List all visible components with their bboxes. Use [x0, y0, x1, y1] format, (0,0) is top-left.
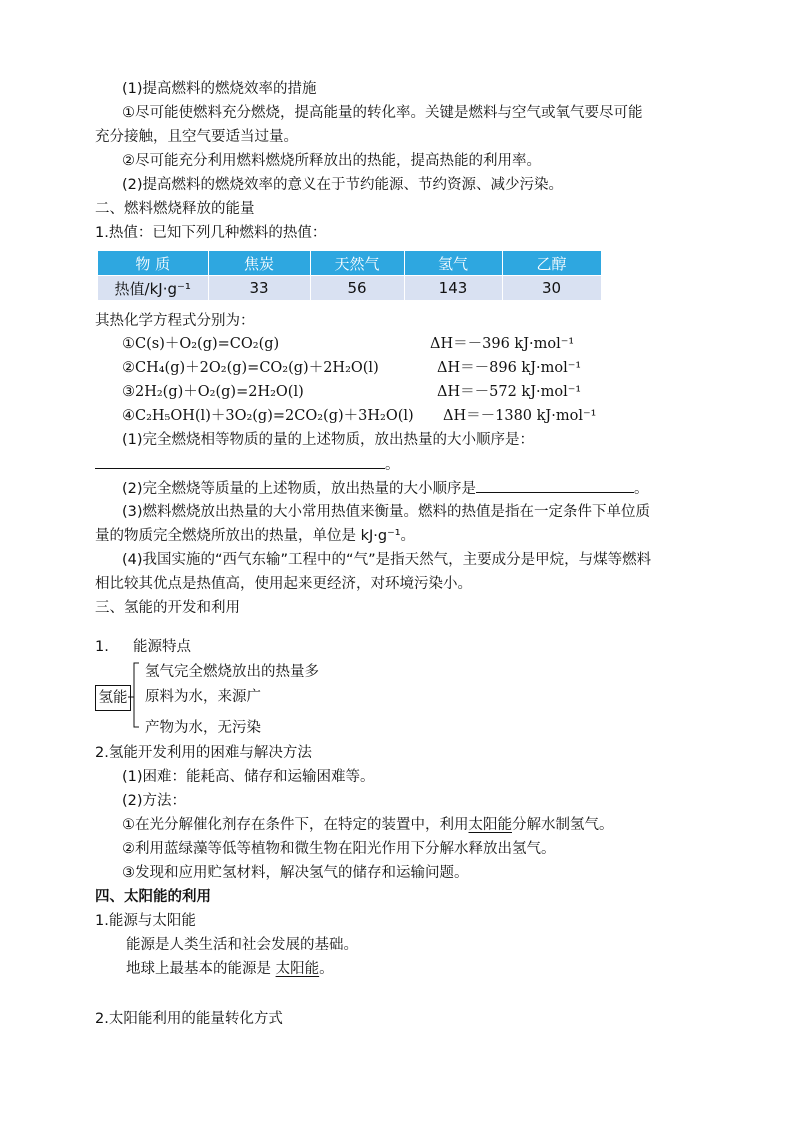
hydrogen-energy-box: 氢能: [95, 685, 131, 711]
feature-item: 氢气完全燃烧放出的热量多: [145, 664, 319, 680]
question-4-line1: (4)我国实施的“西气东输”工程中的“气”是指天然气，主要成分是甲烷，与煤等燃料: [122, 552, 652, 568]
table-header-cell: 焦炭: [208, 251, 310, 276]
method-2: ②利用蓝绿藻等低等植物和微生物在阳光作用下分解水释放出氢气。: [122, 841, 556, 857]
method-1-text-end: 分解水制氢气。: [512, 817, 614, 833]
method-1-text: ①在光分解催化剂存在条件下，在特定的装置中，利用: [122, 817, 469, 833]
measure-1-line1: ①尽可能使燃料充分燃烧，提高能量的转化率。关键是燃料与空气或氧气要尽可能: [122, 105, 643, 121]
period: 。: [634, 481, 649, 497]
energy-features-title: 能源特点: [133, 639, 191, 655]
equation-1: ①C(s)＋O₂(g)=CO₂(g): [122, 336, 280, 352]
measure-2: ②尽可能充分利用燃料燃烧所释放出的热能，提高热能的利用率。: [122, 153, 541, 169]
table-header-cell: 物 质: [98, 251, 208, 276]
table-header-row: [98, 251, 601, 276]
heat-value-table: [98, 251, 602, 300]
table-cell: 33: [208, 276, 310, 301]
table-row: [98, 276, 601, 301]
question-2: [122, 478, 649, 499]
question-4-line2: 相比较其优点是热值高，使用起来更经济，对环境污染小。: [95, 576, 472, 592]
answer-blank[interactable]: [476, 478, 634, 493]
heat-value-intro: 1.热值：已知下列几种燃料的热值：: [95, 225, 327, 241]
question-2-text: (2)完全燃烧等质量的上述物质，放出热量的大小顺序是: [122, 481, 477, 497]
equations-intro: 其热化学方程式分别为：: [95, 313, 255, 329]
question-1: (1)完全燃烧相等物质的量的上述物质，放出热量的大小顺序是：: [122, 432, 535, 448]
equation-4: ④C₂H₅OH(l)＋3O₂(g)=2CO₂(g)＋3H₂O(l): [122, 408, 414, 424]
underlined-answer: 太阳能: [468, 817, 512, 833]
period: 。: [385, 457, 400, 473]
significance: (2)提高燃料的燃烧效率的意义在于节约能源、节约资源、减少污染。: [122, 177, 564, 193]
question-3-line1: (3)燃料燃烧放出热量的大小常用热值来衡量。燃料的热值是指在一定条件下单位质: [122, 504, 651, 520]
solar-line-2-text: 地球上最基本的能源是: [126, 961, 276, 977]
enthalpy-2: ΔH＝－896 kJ·mol⁻¹: [437, 360, 582, 376]
section-2-heading: 二、燃料燃烧释放的能量: [95, 201, 255, 217]
table-header-cell: 天然气: [310, 251, 404, 276]
question-3-line2: 量的物质完全燃烧所放出的热量，单位是 kJ·g⁻¹。: [95, 528, 416, 544]
enthalpy-1: ΔH＝－396 kJ·mol⁻¹: [430, 336, 575, 352]
answer-blank[interactable]: [95, 454, 385, 469]
methods-title: (2)方法：: [122, 793, 187, 809]
table-cell: 143: [404, 276, 502, 301]
measures-title: (1)提高燃料的燃烧效率的措施: [122, 81, 317, 97]
table-row-label: 热值/kJ·g⁻¹: [98, 276, 208, 301]
energy-features-number: 1.: [95, 639, 109, 655]
section-3-heading: 三、氢能的开发和利用: [95, 600, 240, 616]
bracket-icon: [128, 660, 140, 730]
equation-2: ②CH₄(g)＋2O₂(g)=CO₂(g)＋2H₂O(l): [122, 360, 379, 376]
method-1: [122, 815, 614, 835]
solar-line-1: 能源是人类生活和社会发展的基础。: [126, 937, 358, 953]
subsection-1-title: 1.能源与太阳能: [95, 913, 196, 929]
question-1-answer-line: [95, 454, 400, 475]
period: 。: [319, 961, 334, 977]
measure-1-line2: 充分接触，且空气要适当过量。: [95, 129, 298, 145]
underlined-answer: 太阳能: [275, 961, 320, 977]
method-3: ③发现和应用贮氢材料，解决氢气的储存和运输问题。: [122, 865, 469, 881]
equation-3: ③2H₂(g)＋O₂(g)=2H₂O(l): [122, 384, 304, 400]
subsection-2-title: 2.太阳能利用的能量转化方式: [95, 1011, 283, 1027]
feature-item: 产物为水，无污染: [145, 720, 261, 736]
solar-line-2: [126, 959, 334, 979]
table-header-cell: 氢气: [404, 251, 502, 276]
table-header-cell: 乙醇: [502, 251, 601, 276]
section-4-heading: 四、太阳能的利用: [95, 889, 211, 905]
table-cell: 30: [502, 276, 601, 301]
difficulty: (1)困难：能耗高、储存和运输困难等。: [122, 769, 375, 785]
enthalpy-3: ΔH＝－572 kJ·mol⁻¹: [437, 384, 582, 400]
table-cell: 56: [310, 276, 404, 301]
feature-item: 原料为水，来源广: [145, 689, 261, 705]
enthalpy-4: ΔH＝－1380 kJ·mol⁻¹: [443, 408, 597, 424]
difficulty-title: 2.氢能开发利用的困难与解决方法: [95, 745, 312, 761]
